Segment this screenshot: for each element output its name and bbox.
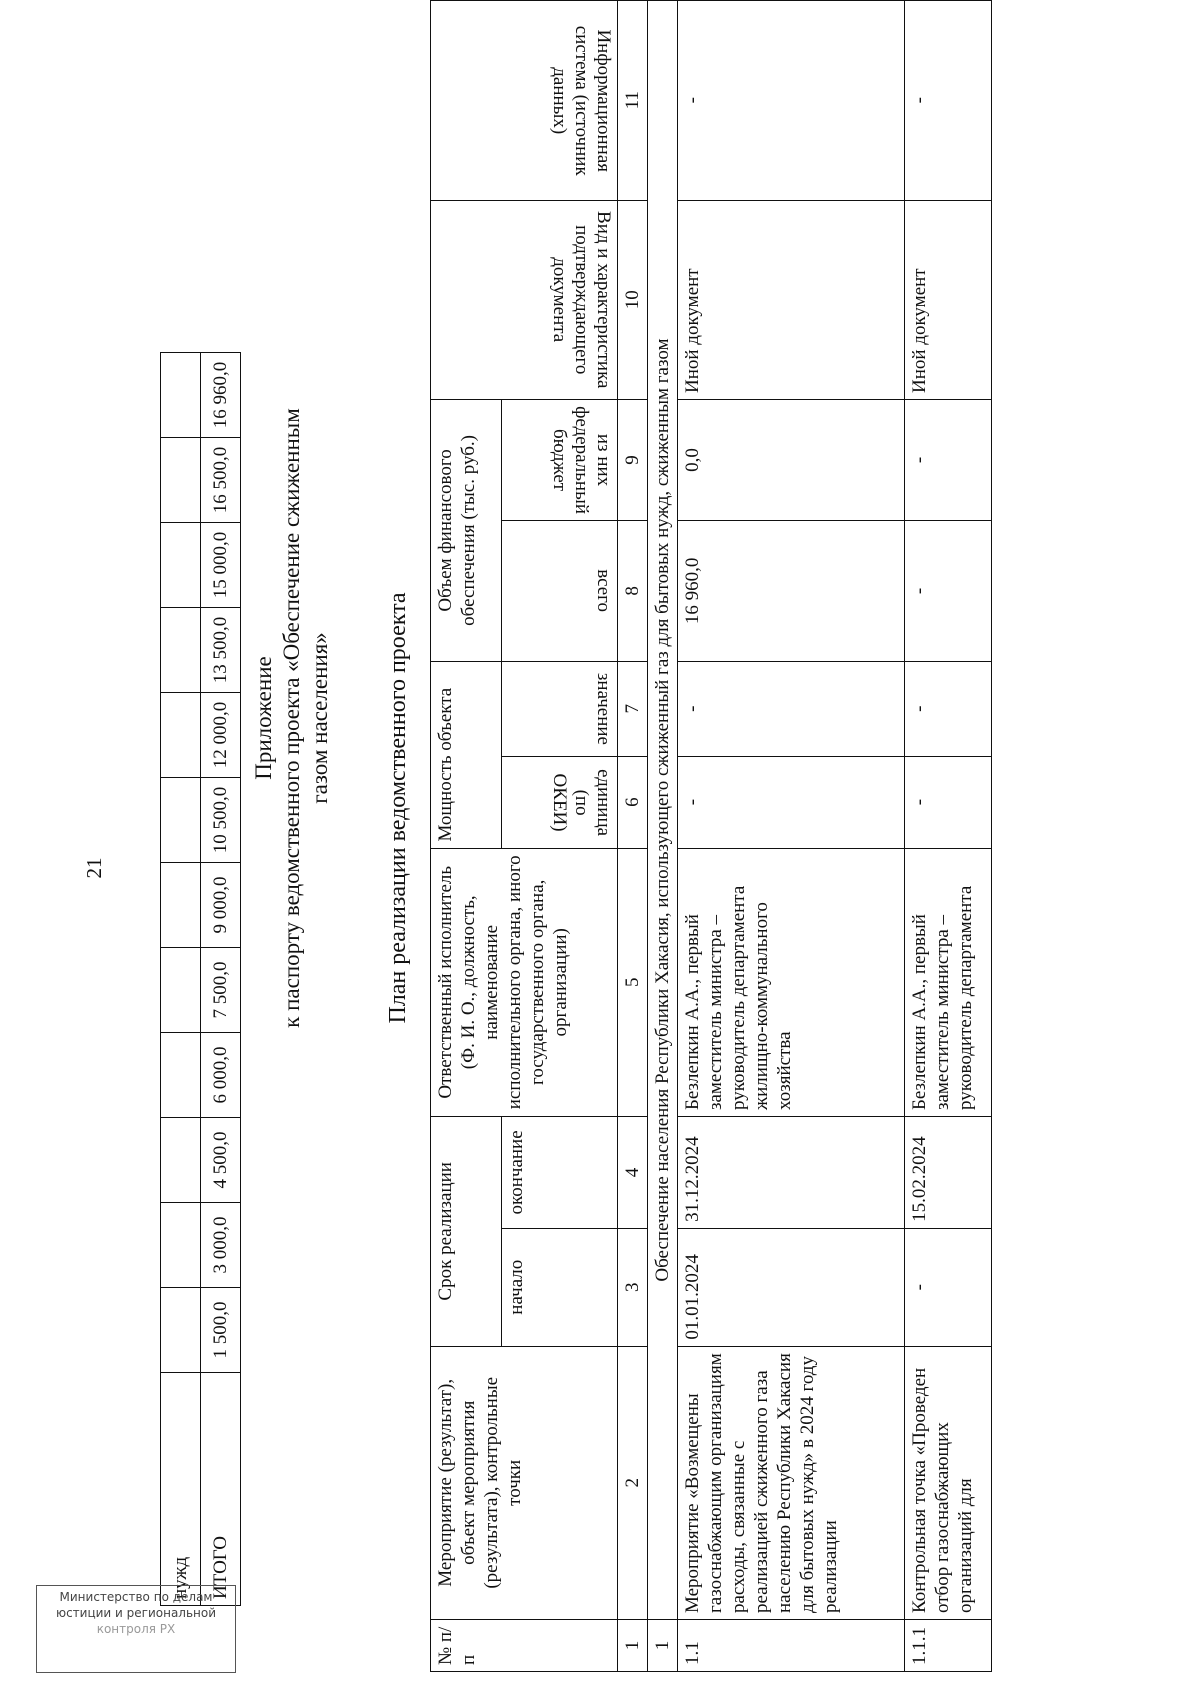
total-value: 1 500,0 <box>201 1288 241 1373</box>
table-row <box>905 1 992 1672</box>
column-number: 9 <box>618 400 648 521</box>
row-start: - <box>905 1228 992 1346</box>
row-value: - <box>678 661 905 756</box>
row-info: - <box>678 1 905 201</box>
plan-heading: План реализации ведомственного проекта <box>385 592 411 1024</box>
stamp-line-2: юстиции и региональной <box>55 1606 217 1620</box>
header-doc: Вид и характеристика подтверждающего документа <box>431 200 618 400</box>
row-end: 15.02.2024 <box>905 1117 992 1229</box>
header-num: № п/п <box>431 1620 618 1672</box>
appendix-line-1: к паспорту ведомственного проекта «Обеспечение сжиженным <box>279 408 304 1028</box>
row-doc: Иной документ <box>678 200 905 400</box>
column-number: 4 <box>618 1117 648 1229</box>
section-row <box>648 1 678 1672</box>
row-total: - <box>905 520 992 661</box>
row-unit: - <box>678 756 905 848</box>
row-start: 01.01.2024 <box>678 1228 905 1346</box>
appendix-header <box>250 398 334 1038</box>
column-number-row <box>618 1 648 1672</box>
table-row <box>678 1 905 1672</box>
table-row-total <box>201 353 241 1606</box>
section-num: 1 <box>648 1620 678 1672</box>
row-label-cell: нужд <box>161 1373 201 1606</box>
row-info: - <box>905 1 992 201</box>
header-funding: Объем финансового обеспечения (тыс. руб.) <box>431 400 502 662</box>
row-unit: - <box>905 756 992 848</box>
column-number: 7 <box>618 661 648 756</box>
row-value: - <box>905 661 992 756</box>
table-row <box>161 353 201 1606</box>
column-number: 11 <box>618 1 648 201</box>
plan-table <box>430 0 992 1672</box>
total-label: ИТОГО <box>201 1373 241 1606</box>
row-federal: - <box>905 400 992 521</box>
column-number: 6 <box>618 756 648 848</box>
total-value: 15 000,0 <box>201 523 241 608</box>
total-value: 10 500,0 <box>201 778 241 863</box>
header-info: Информационная система (источник данных) <box>431 1 618 201</box>
header-capacity-value: значение <box>501 661 617 756</box>
row-responsible: Безлепкин А.А., первый заместитель министра – руководитель департамента <box>905 848 992 1117</box>
row-end: 31.12.2024 <box>678 1117 905 1229</box>
column-number: 3 <box>618 1228 648 1346</box>
row-doc: Иной документ <box>905 200 992 400</box>
column-number: 2 <box>618 1346 648 1619</box>
header-row <box>431 1 502 1672</box>
column-number: 5 <box>618 848 648 1117</box>
header-term-end: окончание <box>501 1117 617 1229</box>
registration-stamp <box>36 1585 236 1673</box>
header-term: Срок реализации <box>431 1117 502 1347</box>
appendix-line-2: газом населения» <box>307 632 332 804</box>
header-event: Мероприятие (результат), объект мероприятия (результата), контрольные точки <box>431 1346 618 1619</box>
total-value: 16 960,0 <box>201 353 241 438</box>
stamp-line-1: Министерство по делам <box>59 1590 213 1604</box>
row-event: Мероприятие «Возмещены газоснабжающим организациям расходы, связанные с реализацией сжиженного газа населению Республики Хакасия для бытовых нужд» в 2024 году реализации <box>678 1346 905 1619</box>
total-value: 3 000,0 <box>201 1203 241 1288</box>
header-capacity-unit: единица (по ОКЕИ) <box>501 756 617 848</box>
total-value: 4 500,0 <box>201 1118 241 1203</box>
total-value: 6 000,0 <box>201 1033 241 1118</box>
stamp-line-3: контроля РХ <box>96 1622 176 1636</box>
appendix-label: Приложение <box>251 656 276 780</box>
section-title: Обеспечение населения Республики Хакасия, использующего сжиженный газ для бытовых нужд, сжиженным газом <box>648 1 678 1620</box>
total-value: 9 000,0 <box>201 863 241 948</box>
row-responsible: Безлепкин А.А., первый заместитель министра – руководитель департамента жилищно-коммунального хозяйства <box>678 848 905 1117</box>
column-number: 10 <box>618 200 648 400</box>
header-term-start: начало <box>501 1228 617 1346</box>
header-capacity: Мощность объекта <box>431 661 502 848</box>
total-value: 13 500,0 <box>201 608 241 693</box>
row-federal: 0,0 <box>678 400 905 521</box>
row-total: 16 960,0 <box>678 520 905 661</box>
total-value: 12 000,0 <box>201 693 241 778</box>
header-funding-federal: из них федеральный бюджет <box>501 400 617 521</box>
row-event: Контрольная точка «Проведен отбор газоснабжающих организаций для <box>905 1346 992 1619</box>
continuation-table <box>160 352 241 1606</box>
page-number: 21 <box>82 857 106 879</box>
total-value: 16 500,0 <box>201 438 241 523</box>
header-responsible: Ответственный исполнитель (Ф. И. О., должность, наименование исполнительного органа, иного государственного органа, организации) <box>431 848 618 1117</box>
row-num: 1.1 <box>678 1620 905 1672</box>
row-num: 1.1.1 <box>905 1620 992 1672</box>
column-number: 1 <box>618 1620 648 1672</box>
header-funding-total: всего <box>501 520 617 661</box>
column-number: 8 <box>618 520 648 661</box>
total-value: 7 500,0 <box>201 948 241 1033</box>
